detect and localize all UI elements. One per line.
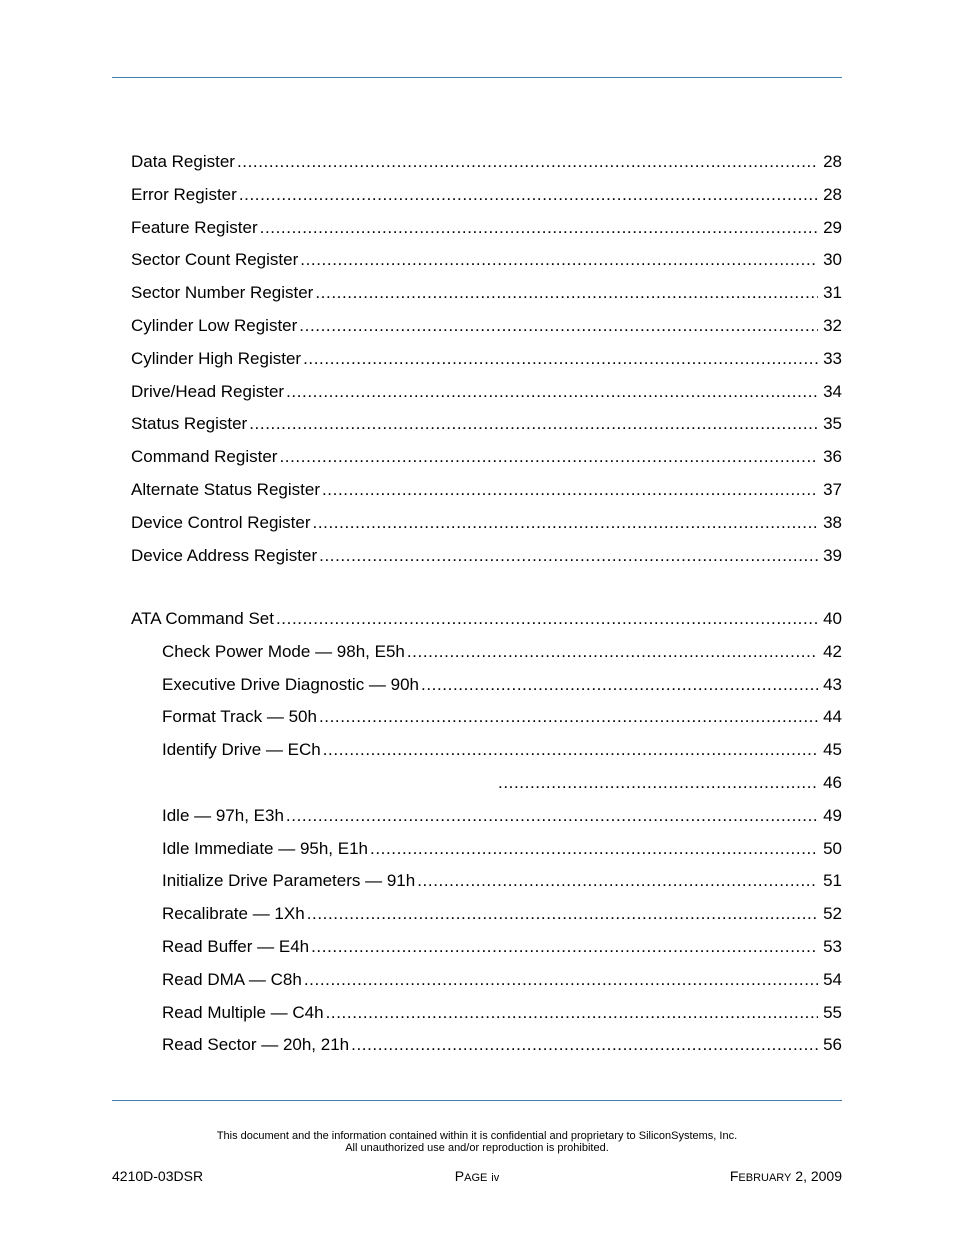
toc-entry[interactable] [131, 480, 842, 500]
toc-dot-leader [407, 642, 818, 662]
toc-entry[interactable] [131, 152, 842, 172]
toc-entry-title: Cylinder Low Register [131, 316, 298, 335]
toc-entry[interactable] [131, 414, 842, 434]
toc-entry-page: 28 [823, 184, 842, 204]
toc-entry-title: Status Register [131, 414, 248, 434]
footer-rule [112, 1100, 842, 1101]
toc-dot-leader [351, 1035, 818, 1055]
toc-entry-page: 53 [823, 937, 842, 956]
toc-dot-leader [311, 937, 818, 957]
toc-entry-page: 52 [823, 904, 842, 924]
toc-entry[interactable] [131, 283, 842, 303]
toc-dot-leader [326, 1003, 819, 1023]
toc-entry[interactable] [131, 316, 842, 336]
toc-entry[interactable] [162, 740, 842, 760]
date-initial: F [729, 1168, 739, 1184]
toc-entry-page: 56 [823, 1035, 842, 1055]
toc-entry-title: Cylinder High Register [131, 348, 302, 368]
toc-entry-title: Recalibrate — 1Xh [162, 904, 305, 924]
toc-entry-page: 46 [823, 773, 842, 792]
toc-entry-page: 31 [823, 283, 842, 303]
toc-entry-page: 49 [823, 805, 842, 825]
toc-entry-page: 40 [823, 609, 842, 628]
toc-dot-leader [303, 349, 818, 369]
date-tail: 2, 2009 [795, 1168, 842, 1184]
toc-dot-leader [315, 283, 818, 303]
toc-entry[interactable] [162, 642, 842, 662]
toc-dot-leader [417, 871, 818, 891]
toc-entry[interactable] [131, 185, 842, 205]
toc-entry-page: 51 [823, 871, 842, 891]
toc-dot-leader [421, 675, 818, 695]
toc-entry-title: Drive/Head Register [131, 381, 285, 401]
page-label-initial: P [454, 1168, 465, 1184]
toc-entry-page: 43 [823, 674, 842, 694]
toc-dot-leader [239, 185, 818, 205]
toc-entry[interactable] [131, 609, 842, 629]
toc-dot-leader [286, 806, 818, 826]
toc-dot-leader [300, 250, 818, 270]
toc-dot-leader [319, 707, 818, 727]
page-number: iv [491, 1172, 500, 1184]
toc-entry[interactable] [131, 349, 842, 369]
toc-entry[interactable] [162, 707, 842, 727]
toc-entry[interactable] [131, 513, 842, 533]
toc-dot-leader [370, 839, 818, 859]
toc-dot-leader [313, 513, 819, 533]
toc-dot-leader [286, 382, 818, 402]
toc-dot-leader [299, 316, 818, 336]
toc-entry-title: Idle — 97h, E3h [162, 805, 284, 825]
toc-dot-leader [279, 447, 818, 467]
confidentiality-notice-line-2: All unauthorized use and/or reproduction is prohibited. [345, 1142, 609, 1154]
page-label-rest: AGE [464, 1172, 488, 1184]
toc-entry-page: 33 [823, 348, 842, 368]
toc-entry-title: Device Address Register [131, 545, 318, 565]
toc-dot-leader [322, 480, 818, 500]
toc-entry[interactable] [131, 447, 842, 467]
toc-entry[interactable] [131, 546, 842, 566]
document-number: 4210D-03DSR [112, 1168, 204, 1184]
document-date [730, 1167, 842, 1187]
toc-entry-title: Check Power Mode — 98h, E5h [162, 641, 405, 661]
toc-dot-leader [498, 773, 818, 793]
toc-entry-page: 30 [823, 250, 842, 270]
toc-entry-page: 38 [823, 512, 842, 532]
toc-entry-page: 35 [823, 414, 842, 434]
toc-dot-leader [307, 904, 818, 924]
toc-entry-title: Feature Register [131, 217, 258, 237]
toc-dot-leader [323, 740, 818, 760]
toc-entry-page: 28 [823, 152, 842, 171]
toc-entry-title: Read Multiple — C4h [162, 1002, 324, 1022]
toc-entry-title: Command Register [131, 447, 278, 467]
date-rest: EBRUARY [738, 1172, 792, 1184]
toc-entry-title: Error Register [131, 184, 237, 204]
toc-entry-page: 39 [823, 545, 842, 565]
toc-entry-page: 37 [823, 480, 842, 499]
toc-entry[interactable] [162, 1035, 842, 1055]
toc-entry[interactable] [162, 806, 842, 826]
toc-entry-page: 50 [823, 838, 842, 858]
toc-entry[interactable] [131, 382, 842, 402]
toc-entry-title: Format Track — 50h [162, 707, 317, 727]
toc-entry-title: Executive Drive Diagnostic — 90h [162, 674, 420, 694]
toc-dot-leader [260, 218, 818, 238]
toc-entry-title: Sector Number Register [131, 283, 314, 303]
toc-entry-title: Identify Drive — ECh [162, 740, 321, 760]
toc-entry-page: 34 [823, 381, 842, 401]
toc-dot-leader [249, 414, 818, 434]
toc-entry-page: 54 [823, 969, 842, 989]
toc-entry-title: Sector Count Register [131, 250, 299, 270]
toc-entry[interactable] [131, 218, 842, 238]
toc-entry[interactable] [162, 970, 842, 990]
confidentiality-notice-line-1: This document and the information contained within it is confidential and proprietary to SiliconSystems, Inc. [216, 1130, 738, 1142]
toc-entry-title: Read Sector — 20h, 21h [162, 1035, 350, 1055]
toc-entry[interactable] [496, 773, 842, 793]
toc-entry-title: Alternate Status Register [131, 480, 320, 499]
toc-dot-leader [276, 609, 818, 629]
toc-entry-page: 36 [823, 447, 842, 467]
toc-dot-leader [319, 546, 818, 566]
toc-entry[interactable] [131, 250, 842, 270]
toc-entry-title: Data Register [131, 152, 235, 171]
toc-entry-page: 29 [823, 217, 842, 237]
toc-entry-title: Read Buffer — E4h [162, 937, 310, 956]
toc-entry[interactable] [162, 871, 842, 891]
toc-entry-title: Initialize Drive Parameters — 91h [162, 871, 416, 891]
toc-entry-page: 44 [823, 707, 842, 727]
toc-entry-page: 55 [823, 1002, 842, 1022]
toc-dot-leader [237, 152, 818, 172]
toc-entry-page: 42 [823, 641, 842, 661]
toc-entry[interactable] [162, 839, 842, 859]
toc-entry-title: Idle Immediate — 95h, E1h [162, 838, 369, 858]
toc-entry-title: Read DMA — C8h [162, 969, 302, 989]
toc-entry-page: 45 [823, 740, 842, 760]
toc-dot-leader [304, 970, 818, 990]
toc-entry-title: ATA Command Set [131, 609, 274, 628]
toc-entry-title: Device Control Register [131, 512, 311, 532]
toc-entry[interactable] [162, 1003, 842, 1023]
toc-entry-page: 32 [823, 316, 842, 335]
toc-entry[interactable] [162, 937, 842, 957]
toc-entry[interactable] [162, 904, 842, 924]
toc-entry[interactable] [162, 675, 842, 695]
